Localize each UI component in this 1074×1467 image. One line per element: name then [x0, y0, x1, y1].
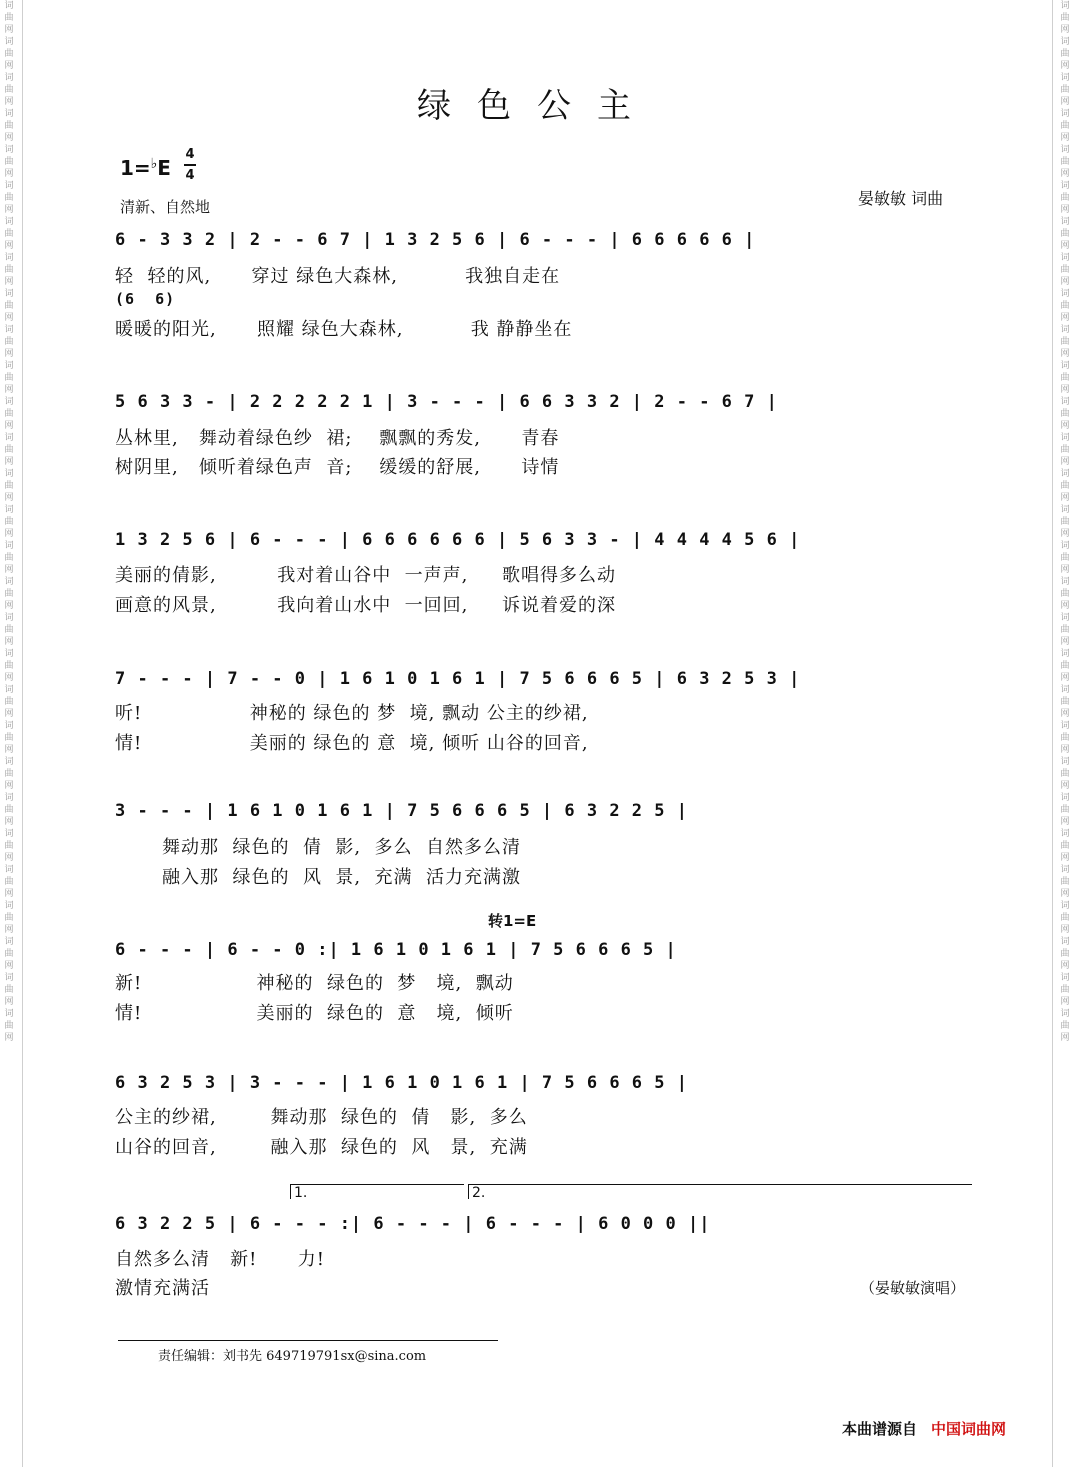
key-flat: ♭ — [150, 156, 158, 172]
margin-line-right — [1052, 0, 1053, 1467]
lyric-line-5-verse-1: 舞动那 绿色的 倩 影, 多么 自然多么清 — [115, 837, 521, 858]
notation-line-8: 6 3 2 2 5 | 6 - - - :| 6 - - - | 6 - - - | 6 0 0 0 || — [115, 1214, 711, 1234]
footer-divider — [118, 1340, 498, 1341]
tempo-marking: 清新、自然地 — [120, 198, 211, 216]
meter-top: 4 — [185, 147, 195, 162]
notation-line-7: 6 3 2 5 3 | 3 - - - | 1 6 1 0 1 6 1 | 7 5 6 6 6 5 | — [115, 1073, 688, 1093]
editor-credit: 责任编辑：刘书先 649719791sx@sina.com — [158, 1349, 427, 1364]
lyric-line-4-verse-1: 听! 神秘的 绿色的 梦 境, 飘动 公主的纱裙, — [115, 703, 589, 724]
alt-notes-line-1: (6 6) — [115, 290, 176, 308]
notation-line-4: 7 - - - | 7 - - 0 | 1 6 1 0 1 6 1 | 7 5 6 6 6 5 | 6 3 2 5 3 | — [115, 669, 801, 689]
lyric-line-6-verse-1: 新! 神秘的 绿色的 梦 境, 飘动 — [115, 973, 514, 994]
lyric-line-5-verse-2: 融入那 绿色的 风 景, 充满 活力充满激 — [115, 867, 521, 888]
lyric-line-2-verse-2: 树阴里, 倾听着绿色声 音; 缓缓的舒展, 诗情 — [115, 457, 560, 478]
lyric-line-8-verse-1: 自然多么清 新! 力! — [115, 1249, 325, 1270]
performer-credit: （晏敏敏演唱） — [860, 1279, 966, 1297]
lyric-line-4-verse-2: 情! 美丽的 绿色的 意 境, 倾听 山谷的回音, — [115, 733, 589, 754]
lyric-line-3-verse-2: 画意的风景, 我向着山水中 一回回, 诉说着爱的深 — [115, 595, 616, 616]
song-title: 绿色公主 — [417, 86, 657, 126]
notation-line-6: 6 - - - | 6 - - 0 :| 1 6 1 0 1 6 1 | 7 5 6 6 6 5 | — [115, 940, 677, 960]
notation-line-2: 5 6 3 3 - | 2 2 2 2 2 1 | 3 - - - | 6 6 3 3 2 | 2 - - 6 7 | — [115, 392, 778, 412]
key-one: 1= — [120, 156, 151, 180]
lyric-line-1-verse-2: 暖暖的阳光, 照耀 绿色大森林, 我 静静坐在 — [115, 319, 573, 340]
key-signature — [120, 156, 171, 180]
source-label: 本曲谱源自 — [842, 1420, 918, 1438]
composer-credit: 晏敏敏 词曲 — [858, 189, 944, 208]
lyric-line-1-verse-1: 轻 轻的风, 穿过 绿色大森林, 我独自走在 — [115, 266, 561, 287]
lyric-line-7-verse-1: 公主的纱裙, 舞动那 绿色的 倩 影, 多么 — [115, 1107, 528, 1128]
notation-line-1: 6 - 3 3 2 | 2 - - 6 7 | 1 3 2 5 6 | 6 - - - | 6 6 6 6 6 | — [115, 230, 756, 250]
modulation-label: 转1=E — [488, 912, 537, 930]
lyric-line-7-verse-2: 山谷的回音, 融入那 绿色的 风 景, 充满 — [115, 1137, 528, 1158]
margin-line-left — [22, 0, 23, 1467]
lyric-line-6-verse-2: 情! 美丽的 绿色的 意 境, 倾听 — [115, 1003, 514, 1024]
lyric-line-8-verse-2: 激情充满活 — [115, 1278, 210, 1299]
time-signature — [184, 146, 196, 184]
lyric-line-3-verse-1: 美丽的倩影, 我对着山谷中 一声声, 歌唱得多么动 — [115, 565, 616, 586]
volta-second-ending: 2. — [468, 1184, 972, 1199]
notation-line-5: 3 - - - | 1 6 1 0 1 6 1 | 7 5 6 6 6 5 | 6 3 2 2 5 | — [115, 801, 688, 821]
key-letter: E — [157, 156, 171, 180]
volta-first-ending: 1. — [290, 1184, 464, 1199]
source-attribution — [842, 1418, 1006, 1439]
meter-bar — [184, 164, 196, 166]
notation-line-3: 1 3 2 5 6 | 6 - - - | 6 6 6 6 6 6 | 5 6 3 3 - | 4 4 4 4 5 6 | — [115, 530, 801, 550]
edge-watermark-right: 词 曲 网 词 曲 网 词 曲 网 词 曲 网 词 曲 网 词 曲 网 词 曲 网 词 曲 网 词 曲 网 词 曲 网 词 曲 网 词 曲 网 词 曲 网 词 曲 网 词 曲 网 词 曲 网 词 曲 网 词 曲 网 词 曲 网 词 曲 网 词 曲 网 词 曲 网 词 曲 网 词 曲 网 词 曲 网 词 曲 网 词 曲 网 词 曲 网 词 曲 网 — [1060, 1, 1070, 1043]
edge-watermark-left: 词 曲 网 词 曲 网 词 曲 网 词 曲 网 词 曲 网 词 曲 网 词 曲 网 词 曲 网 词 曲 网 词 曲 网 词 曲 网 词 曲 网 词 曲 网 词 曲 网 词 曲 网 词 曲 网 词 曲 网 词 曲 网 词 曲 网 词 曲 网 词 曲 网 词 曲 网 词 曲 网 词 曲 网 词 曲 网 词 曲 网 词 曲 网 词 曲 网 词 曲 网 — [4, 1, 14, 1043]
lyric-line-2-verse-1: 丛林里, 舞动着绿色纱 裙; 飘飘的秀发, 青春 — [115, 428, 560, 449]
source-site-link[interactable]: 中国词曲网 — [931, 1420, 1007, 1438]
meter-bottom: 4 — [185, 168, 195, 183]
